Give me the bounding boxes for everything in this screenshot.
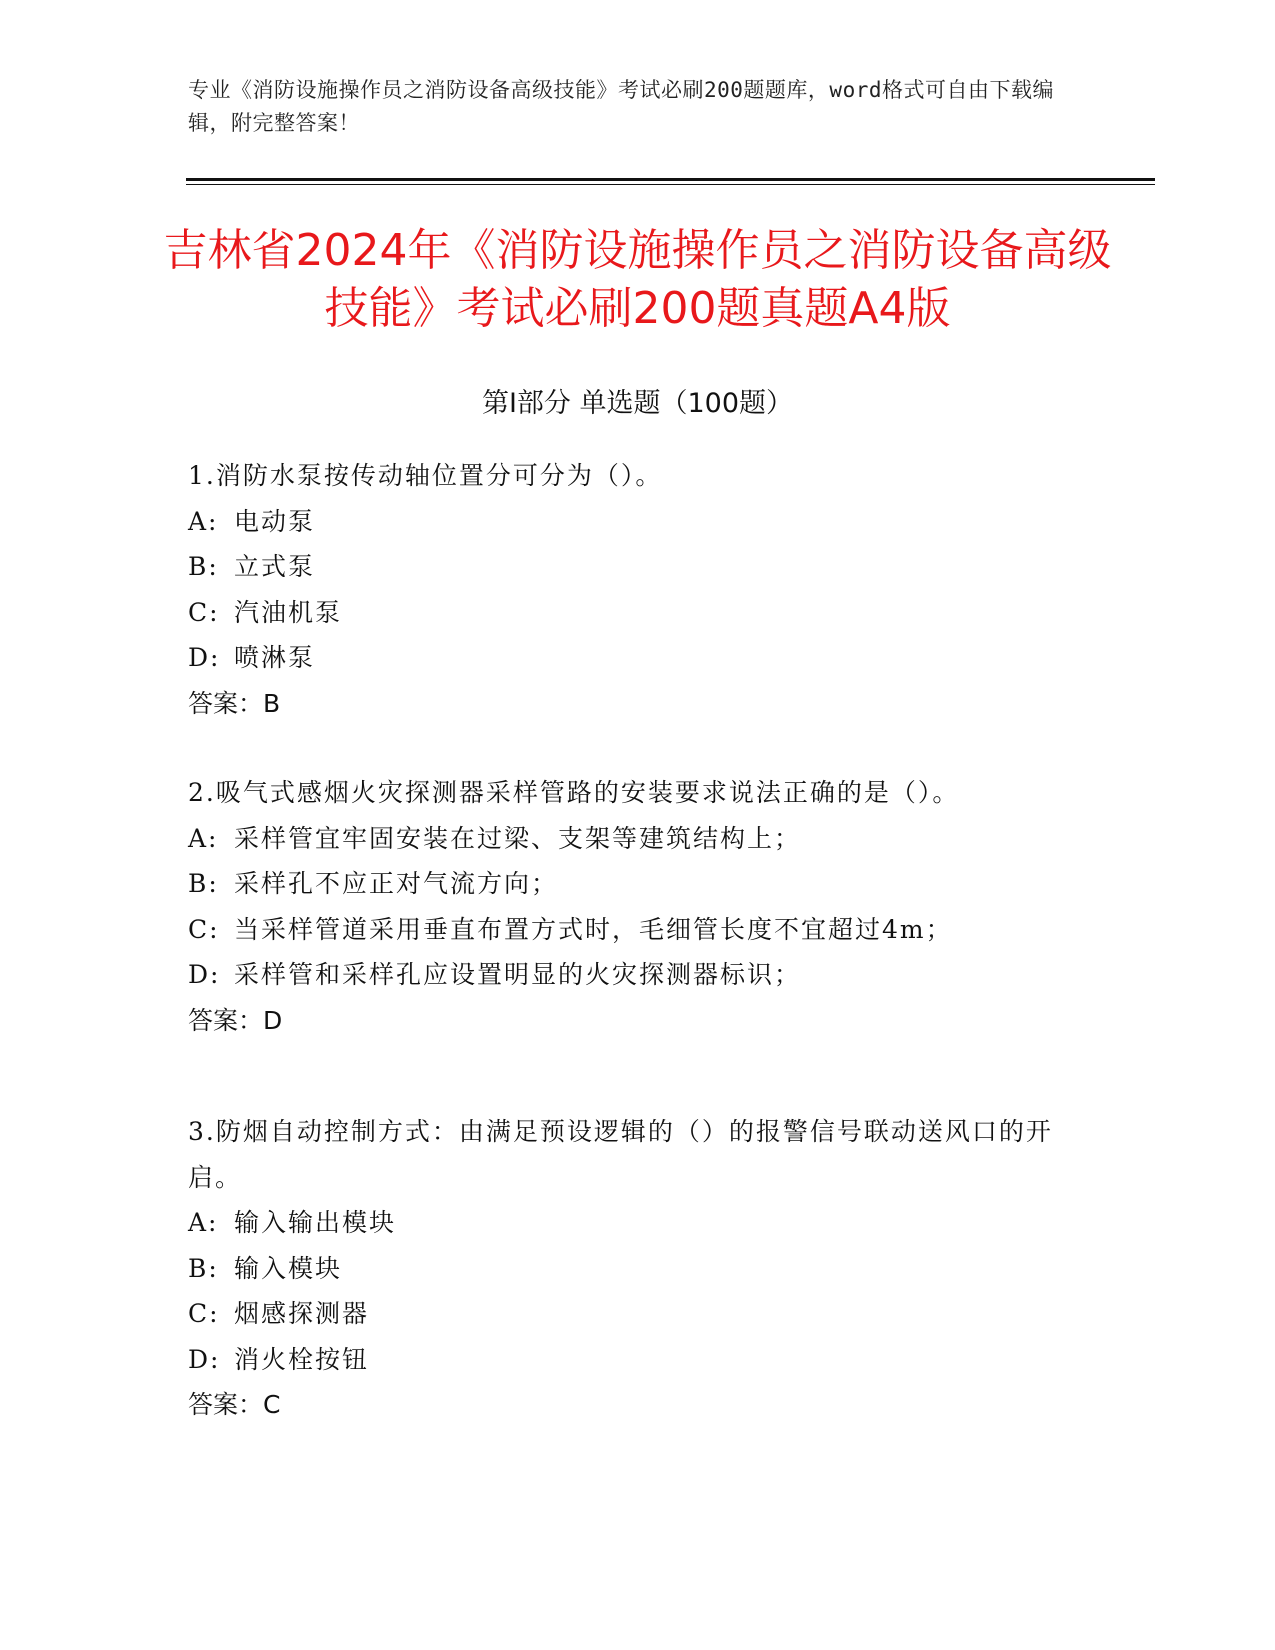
header-note: 专业《消防设施操作员之消防设备高级技能》考试必刷200题题库，word格式可自由下载编辑，附完整答案！ xyxy=(188,78,1054,135)
option-d xyxy=(188,952,1078,998)
answer: 答案：B xyxy=(188,688,281,718)
section-title: 第I部分 单选题（100题） xyxy=(481,388,794,419)
option-c xyxy=(188,907,1078,953)
option-text: 当采样管道采用垂直布置方式时，毛细管长度不宜超过4m； xyxy=(234,914,953,944)
question-1 xyxy=(188,453,1078,726)
option-letter: A: xyxy=(188,506,219,536)
option-b xyxy=(188,1246,1078,1292)
option-c xyxy=(188,590,1078,636)
option-letter: D: xyxy=(188,960,221,989)
option-text: 输入输出模块 xyxy=(234,1208,397,1237)
header-rule-thin xyxy=(186,184,1155,185)
option-text: 电动泵 xyxy=(234,506,316,536)
option-letter: B: xyxy=(188,552,219,581)
option-letter: D: xyxy=(188,1344,221,1374)
option-text: 采样管宜牢固安装在过梁、支架等建筑结构上； xyxy=(234,823,802,853)
option-text: 立式泵 xyxy=(234,552,316,581)
option-d xyxy=(188,635,1078,681)
option-text: 消火栓按钮 xyxy=(234,1344,370,1374)
option-text: 喷淋泵 xyxy=(234,643,316,672)
question-text: 2.吸气式感烟火灾探测器采样管路的安装要求说法正确的是（）。 xyxy=(188,778,960,807)
option-text: 汽油机泵 xyxy=(234,597,343,627)
option-letter: C: xyxy=(188,914,220,944)
option-b xyxy=(188,861,1078,907)
option-letter: B: xyxy=(188,1253,219,1283)
option-a xyxy=(188,499,1078,545)
option-text: 采样管和采样孔应设置明显的火灾探测器标识； xyxy=(234,960,802,989)
option-b xyxy=(188,544,1078,590)
header-rule-thick xyxy=(186,178,1155,181)
option-c xyxy=(188,1291,1078,1337)
option-d xyxy=(188,1337,1078,1383)
option-letter: B: xyxy=(188,869,219,898)
option-a xyxy=(188,816,1078,862)
option-text: 采样孔不应正对气流方向； xyxy=(234,869,559,898)
option-letter: A: xyxy=(188,823,219,853)
question-2 xyxy=(188,770,1078,1043)
option-letter: C: xyxy=(188,1299,220,1328)
question-text: 3.防烟自动控制方式：由满足预设逻辑的（）的报警信号联动送风口的开启。 xyxy=(188,1117,1053,1192)
answer: 答案：C xyxy=(188,1390,281,1419)
document-title: 吉林省2024年《消防设施操作员之消防设备高级技能》考试必刷200题真题A4版 xyxy=(163,225,1112,334)
option-a xyxy=(188,1200,1078,1246)
option-letter: A: xyxy=(188,1208,219,1237)
option-text: 输入模块 xyxy=(234,1253,343,1283)
option-letter: D: xyxy=(188,643,221,672)
question-3 xyxy=(188,1109,1078,1428)
option-text: 烟感探测器 xyxy=(234,1299,370,1328)
option-letter: C: xyxy=(188,597,220,627)
question-text: 1.消防水泵按传动轴位置分可分为（）。 xyxy=(188,461,663,490)
answer: 答案：D xyxy=(188,1005,283,1035)
